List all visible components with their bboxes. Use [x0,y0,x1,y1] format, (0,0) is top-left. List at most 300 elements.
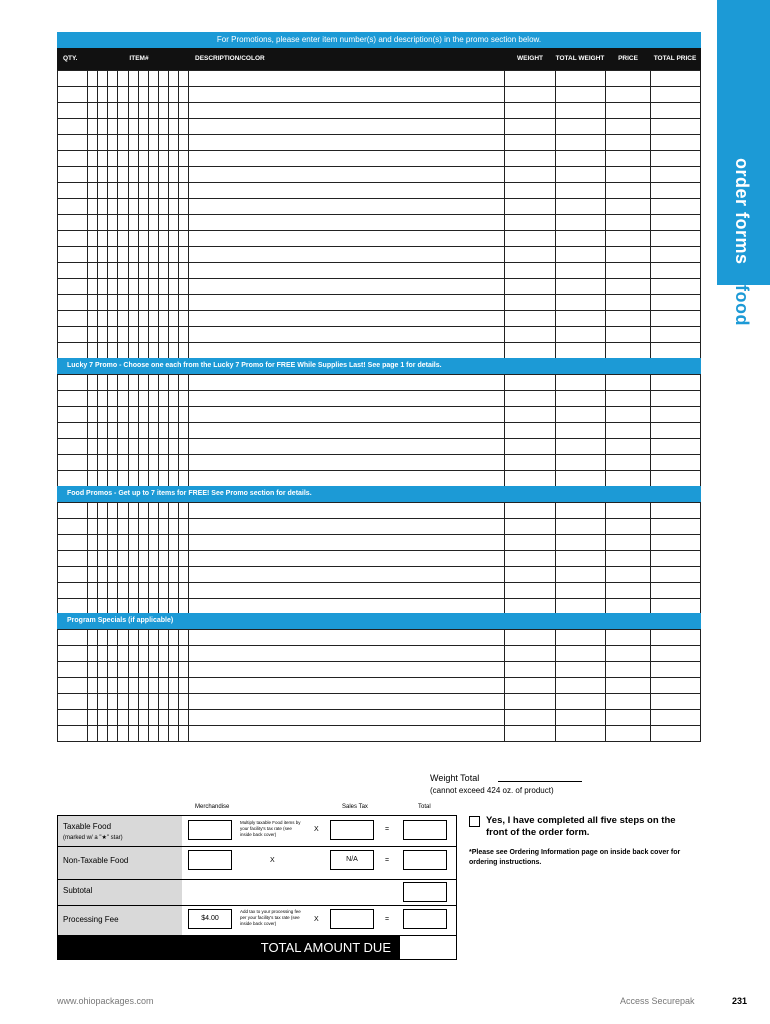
grid-cell[interactable] [650,135,700,151]
grid-cell[interactable] [555,423,605,439]
grid-cell[interactable] [505,119,555,135]
grid-cell[interactable] [88,407,98,423]
grid-cell[interactable] [98,247,108,263]
grid-cell[interactable] [98,343,108,359]
grid-cell[interactable] [650,279,700,295]
grid-cell[interactable] [189,151,505,167]
grid-cell[interactable] [58,279,88,295]
grid-cell[interactable] [168,455,178,471]
grid-cell[interactable] [58,535,88,551]
grid-cell[interactable] [178,119,188,135]
grid-cell[interactable] [148,87,158,103]
grid-cell[interactable] [138,455,148,471]
grid-cell[interactable] [108,311,118,327]
grid-cell[interactable] [606,135,650,151]
grid-cell[interactable] [148,151,158,167]
grid-cell[interactable] [505,583,555,599]
grid-cell[interactable] [606,567,650,583]
grid-cell[interactable] [108,247,118,263]
grid-cell[interactable] [118,71,128,87]
grid-cell[interactable] [505,423,555,439]
grid-cell[interactable] [128,407,138,423]
grid-cell[interactable] [168,710,178,726]
grid-cell[interactable] [88,103,98,119]
grid-cell[interactable] [88,311,98,327]
grid-cell[interactable] [168,439,178,455]
grid-cell[interactable] [98,646,108,662]
grid-cell[interactable] [128,231,138,247]
grid-cell[interactable] [158,295,168,311]
grid-cell[interactable] [128,567,138,583]
grid-cell[interactable] [158,71,168,87]
grid-cell[interactable] [505,327,555,343]
grid-cell[interactable] [108,279,118,295]
grid-cell[interactable] [58,295,88,311]
grid-cell[interactable] [189,295,505,311]
grid-cell[interactable] [168,535,178,551]
grid-cell[interactable] [555,646,605,662]
grid-cell[interactable] [118,151,128,167]
grid-cell[interactable] [178,103,188,119]
grid-cell[interactable] [650,215,700,231]
grid-cell[interactable] [138,311,148,327]
grid-cell[interactable] [88,583,98,599]
grid-cell[interactable] [98,503,108,519]
grid-cell[interactable] [88,678,98,694]
grid-cell[interactable] [158,247,168,263]
grid-cell[interactable] [128,551,138,567]
grid-cell[interactable] [178,471,188,487]
grid-cell[interactable] [650,519,700,535]
grid-cell[interactable] [189,535,505,551]
grid-cell[interactable] [189,231,505,247]
grid-cell[interactable] [555,567,605,583]
grid-cell[interactable] [138,630,148,646]
grid-cell[interactable] [189,423,505,439]
grid-cell[interactable] [178,503,188,519]
grid-cell[interactable] [555,391,605,407]
grid-cell[interactable] [505,135,555,151]
grid-cell[interactable] [189,263,505,279]
grid-cell[interactable] [108,694,118,710]
grid-cell[interactable] [118,694,128,710]
grid-cell[interactable] [148,551,158,567]
grid-cell[interactable] [505,646,555,662]
grid-cell[interactable] [148,167,158,183]
grid-cell[interactable] [138,231,148,247]
grid-cell[interactable] [189,183,505,199]
grid-cell[interactable] [505,71,555,87]
grid-cell[interactable] [168,231,178,247]
grid-cell[interactable] [128,71,138,87]
grid-cell[interactable] [88,375,98,391]
grid-cell[interactable] [98,519,108,535]
grid-cell[interactable] [158,391,168,407]
grid-cell[interactable] [148,439,158,455]
grid-cell[interactable] [505,455,555,471]
grid-cell[interactable] [189,726,505,742]
grid-cell[interactable] [158,630,168,646]
grid-cell[interactable] [138,135,148,151]
grid-cell[interactable] [178,135,188,151]
grid-cell[interactable] [168,694,178,710]
grid-cell[interactable] [168,391,178,407]
grid-cell[interactable] [98,135,108,151]
non-taxable-total-box[interactable] [403,850,447,870]
grid-cell[interactable] [189,135,505,151]
grid-cell[interactable] [128,327,138,343]
grid-cell[interactable] [178,375,188,391]
grid-cell[interactable] [606,183,650,199]
grid-cell[interactable] [189,519,505,535]
grid-cell[interactable] [58,662,88,678]
grid-cell[interactable] [148,391,158,407]
grid-cell[interactable] [138,583,148,599]
grid-cell[interactable] [148,726,158,742]
grid-cell[interactable] [505,519,555,535]
grid-cell[interactable] [88,519,98,535]
grid-cell[interactable] [168,423,178,439]
grid-cell[interactable] [98,375,108,391]
grid-cell[interactable] [650,535,700,551]
grid-cell[interactable] [606,535,650,551]
grid-cell[interactable] [58,503,88,519]
grid-cell[interactable] [88,630,98,646]
grid-cell[interactable] [505,567,555,583]
grid-cell[interactable] [650,343,700,359]
grid-cell[interactable] [88,662,98,678]
grid-cell[interactable] [98,119,108,135]
grid-cell[interactable] [118,503,128,519]
total-amount-due-box[interactable] [399,935,457,960]
grid-cell[interactable] [505,215,555,231]
grid-cell[interactable] [178,423,188,439]
grid-cell[interactable] [128,535,138,551]
grid-cell[interactable] [98,103,108,119]
grid-cell[interactable] [168,519,178,535]
grid-cell[interactable] [128,279,138,295]
grid-cell[interactable] [158,551,168,567]
grid-cell[interactable] [118,231,128,247]
grid-cell[interactable] [555,535,605,551]
grid-cell[interactable] [58,646,88,662]
grid-cell[interactable] [138,551,148,567]
grid-cell[interactable] [168,343,178,359]
grid-cell[interactable] [128,662,138,678]
grid-cell[interactable] [108,391,118,407]
grid-cell[interactable] [58,455,88,471]
grid-cell[interactable] [88,503,98,519]
grid-cell[interactable] [158,567,168,583]
grid-cell[interactable] [128,167,138,183]
grid-cell[interactable] [158,263,168,279]
grid-cell[interactable] [98,726,108,742]
grid-cell[interactable] [128,710,138,726]
grid-cell[interactable] [189,678,505,694]
grid-cell[interactable] [58,119,88,135]
grid-cell[interactable] [98,151,108,167]
grid-cell[interactable] [108,423,118,439]
grid-cell[interactable] [650,327,700,343]
processing-tax-box[interactable] [330,909,374,929]
grid-cell[interactable] [138,327,148,343]
grid-cell[interactable] [138,295,148,311]
grid-cell[interactable] [158,231,168,247]
grid-cell[interactable] [189,407,505,423]
grid-cell[interactable] [138,199,148,215]
grid-cell[interactable] [650,583,700,599]
grid-cell[interactable] [168,583,178,599]
grid-cell[interactable] [189,215,505,231]
grid-cell[interactable] [189,71,505,87]
grid-cell[interactable] [98,630,108,646]
grid-cell[interactable] [189,583,505,599]
grid-cell[interactable] [118,630,128,646]
grid-cell[interactable] [98,583,108,599]
grid-cell[interactable] [650,295,700,311]
grid-cell[interactable] [118,103,128,119]
grid-cell[interactable] [138,151,148,167]
grid-cell[interactable] [158,327,168,343]
grid-cell[interactable] [189,311,505,327]
grid-cell[interactable] [98,279,108,295]
grid-cell[interactable] [98,87,108,103]
confirmation-checkbox[interactable] [469,816,480,827]
grid-cell[interactable] [178,183,188,199]
grid-cell[interactable] [606,583,650,599]
grid-cell[interactable] [138,471,148,487]
grid-cell[interactable] [138,391,148,407]
grid-cell[interactable] [118,311,128,327]
grid-cell[interactable] [148,423,158,439]
grid-cell[interactable] [650,439,700,455]
grid-cell[interactable] [58,710,88,726]
grid-cell[interactable] [128,343,138,359]
grid-cell[interactable] [650,646,700,662]
grid-cell[interactable] [138,247,148,263]
grid-cell[interactable] [650,311,700,327]
processing-total-box[interactable] [403,909,447,929]
grid-cell[interactable] [148,455,158,471]
grid-cell[interactable] [58,694,88,710]
grid-cell[interactable] [148,646,158,662]
grid-cell[interactable] [148,135,158,151]
grid-cell[interactable] [189,662,505,678]
grid-cell[interactable] [555,726,605,742]
grid-cell[interactable] [158,583,168,599]
grid-cell[interactable] [108,135,118,151]
grid-cell[interactable] [98,231,108,247]
grid-cell[interactable] [58,183,88,199]
grid-cell[interactable] [158,471,168,487]
grid-cell[interactable] [98,455,108,471]
grid-cell[interactable] [650,71,700,87]
grid-cell[interactable] [650,167,700,183]
grid-cell[interactable] [555,231,605,247]
grid-cell[interactable] [178,439,188,455]
grid-cell[interactable] [98,391,108,407]
grid-cell[interactable] [555,583,605,599]
grid-cell[interactable] [148,471,158,487]
grid-cell[interactable] [189,710,505,726]
grid-cell[interactable] [108,151,118,167]
grid-cell[interactable] [606,710,650,726]
grid-cell[interactable] [189,471,505,487]
grid-cell[interactable] [98,710,108,726]
grid-cell[interactable] [168,295,178,311]
grid-cell[interactable] [168,215,178,231]
grid-cell[interactable] [168,551,178,567]
grid-cell[interactable] [158,503,168,519]
grid-cell[interactable] [178,694,188,710]
grid-cell[interactable] [88,646,98,662]
grid-cell[interactable] [58,103,88,119]
grid-cell[interactable] [505,694,555,710]
grid-cell[interactable] [189,343,505,359]
grid-cell[interactable] [158,279,168,295]
grid-cell[interactable] [168,503,178,519]
grid-cell[interactable] [178,583,188,599]
grid-cell[interactable] [138,103,148,119]
grid-cell[interactable] [88,471,98,487]
grid-cell[interactable] [138,87,148,103]
grid-cell[interactable] [606,103,650,119]
grid-cell[interactable] [58,423,88,439]
grid-cell[interactable] [58,551,88,567]
grid-cell[interactable] [650,503,700,519]
grid-cell[interactable] [138,71,148,87]
grid-cell[interactable] [88,247,98,263]
grid-cell[interactable] [606,71,650,87]
grid-cell[interactable] [118,567,128,583]
grid-cell[interactable] [108,119,118,135]
grid-cell[interactable] [148,519,158,535]
grid-cell[interactable] [189,103,505,119]
grid-cell[interactable] [88,263,98,279]
grid-cell[interactable] [168,247,178,263]
grid-cell[interactable] [168,471,178,487]
grid-cell[interactable] [148,375,158,391]
grid-cell[interactable] [118,407,128,423]
grid-cell[interactable] [128,263,138,279]
grid-cell[interactable] [148,710,158,726]
grid-cell[interactable] [88,295,98,311]
grid-cell[interactable] [158,439,168,455]
subtotal-box[interactable] [403,882,447,902]
grid-cell[interactable] [189,567,505,583]
grid-cell[interactable] [650,471,700,487]
grid-cell[interactable] [148,119,158,135]
grid-cell[interactable] [158,407,168,423]
grid-cell[interactable] [128,151,138,167]
grid-cell[interactable] [158,87,168,103]
grid-cell[interactable] [606,199,650,215]
grid-cell[interactable] [148,263,158,279]
grid-cell[interactable] [168,279,178,295]
grid-cell[interactable] [555,630,605,646]
grid-cell[interactable] [118,263,128,279]
grid-cell[interactable] [118,247,128,263]
grid-cell[interactable] [128,646,138,662]
grid-cell[interactable] [88,231,98,247]
grid-cell[interactable] [98,71,108,87]
grid-cell[interactable] [98,423,108,439]
grid-cell[interactable] [58,151,88,167]
grid-cell[interactable] [606,151,650,167]
grid-cell[interactable] [606,311,650,327]
grid-cell[interactable] [88,567,98,583]
grid-cell[interactable] [555,678,605,694]
grid-cell[interactable] [505,295,555,311]
grid-cell[interactable] [108,535,118,551]
grid-cell[interactable] [108,199,118,215]
grid-cell[interactable] [178,662,188,678]
grid-cell[interactable] [168,183,178,199]
grid-cell[interactable] [505,311,555,327]
grid-cell[interactable] [505,247,555,263]
grid-cell[interactable] [58,167,88,183]
grid-cell[interactable] [555,135,605,151]
grid-cell[interactable] [650,119,700,135]
grid-cell[interactable] [158,215,168,231]
grid-cell[interactable] [606,503,650,519]
grid-cell[interactable] [189,119,505,135]
grid-cell[interactable] [178,519,188,535]
grid-cell[interactable] [118,279,128,295]
grid-cell[interactable] [168,678,178,694]
grid-cell[interactable] [178,710,188,726]
grid-cell[interactable] [98,407,108,423]
grid-cell[interactable] [158,183,168,199]
grid-cell[interactable] [650,662,700,678]
grid-cell[interactable] [158,519,168,535]
grid-cell[interactable] [606,167,650,183]
grid-cell[interactable] [148,535,158,551]
grid-cell[interactable] [606,215,650,231]
grid-cell[interactable] [606,630,650,646]
grid-cell[interactable] [606,343,650,359]
grid-cell[interactable] [118,343,128,359]
grid-cell[interactable] [555,279,605,295]
grid-cell[interactable] [58,247,88,263]
grid-cell[interactable] [88,199,98,215]
grid-cell[interactable] [178,630,188,646]
grid-cell[interactable] [606,726,650,742]
grid-cell[interactable] [555,343,605,359]
grid-cell[interactable] [58,630,88,646]
grid-cell[interactable] [505,726,555,742]
grid-cell[interactable] [555,375,605,391]
grid-cell[interactable] [128,375,138,391]
grid-cell[interactable] [58,726,88,742]
grid-cell[interactable] [178,295,188,311]
grid-cell[interactable] [108,343,118,359]
grid-cell[interactable] [189,87,505,103]
grid-cell[interactable] [505,630,555,646]
grid-cell[interactable] [128,311,138,327]
grid-cell[interactable] [118,646,128,662]
grid-cell[interactable] [118,87,128,103]
grid-cell[interactable] [148,678,158,694]
grid-cell[interactable] [58,439,88,455]
grid-cell[interactable] [108,455,118,471]
grid-cell[interactable] [108,87,118,103]
grid-cell[interactable] [555,551,605,567]
grid-cell[interactable] [606,439,650,455]
grid-cell[interactable] [88,327,98,343]
grid-cell[interactable] [178,407,188,423]
grid-cell[interactable] [168,71,178,87]
